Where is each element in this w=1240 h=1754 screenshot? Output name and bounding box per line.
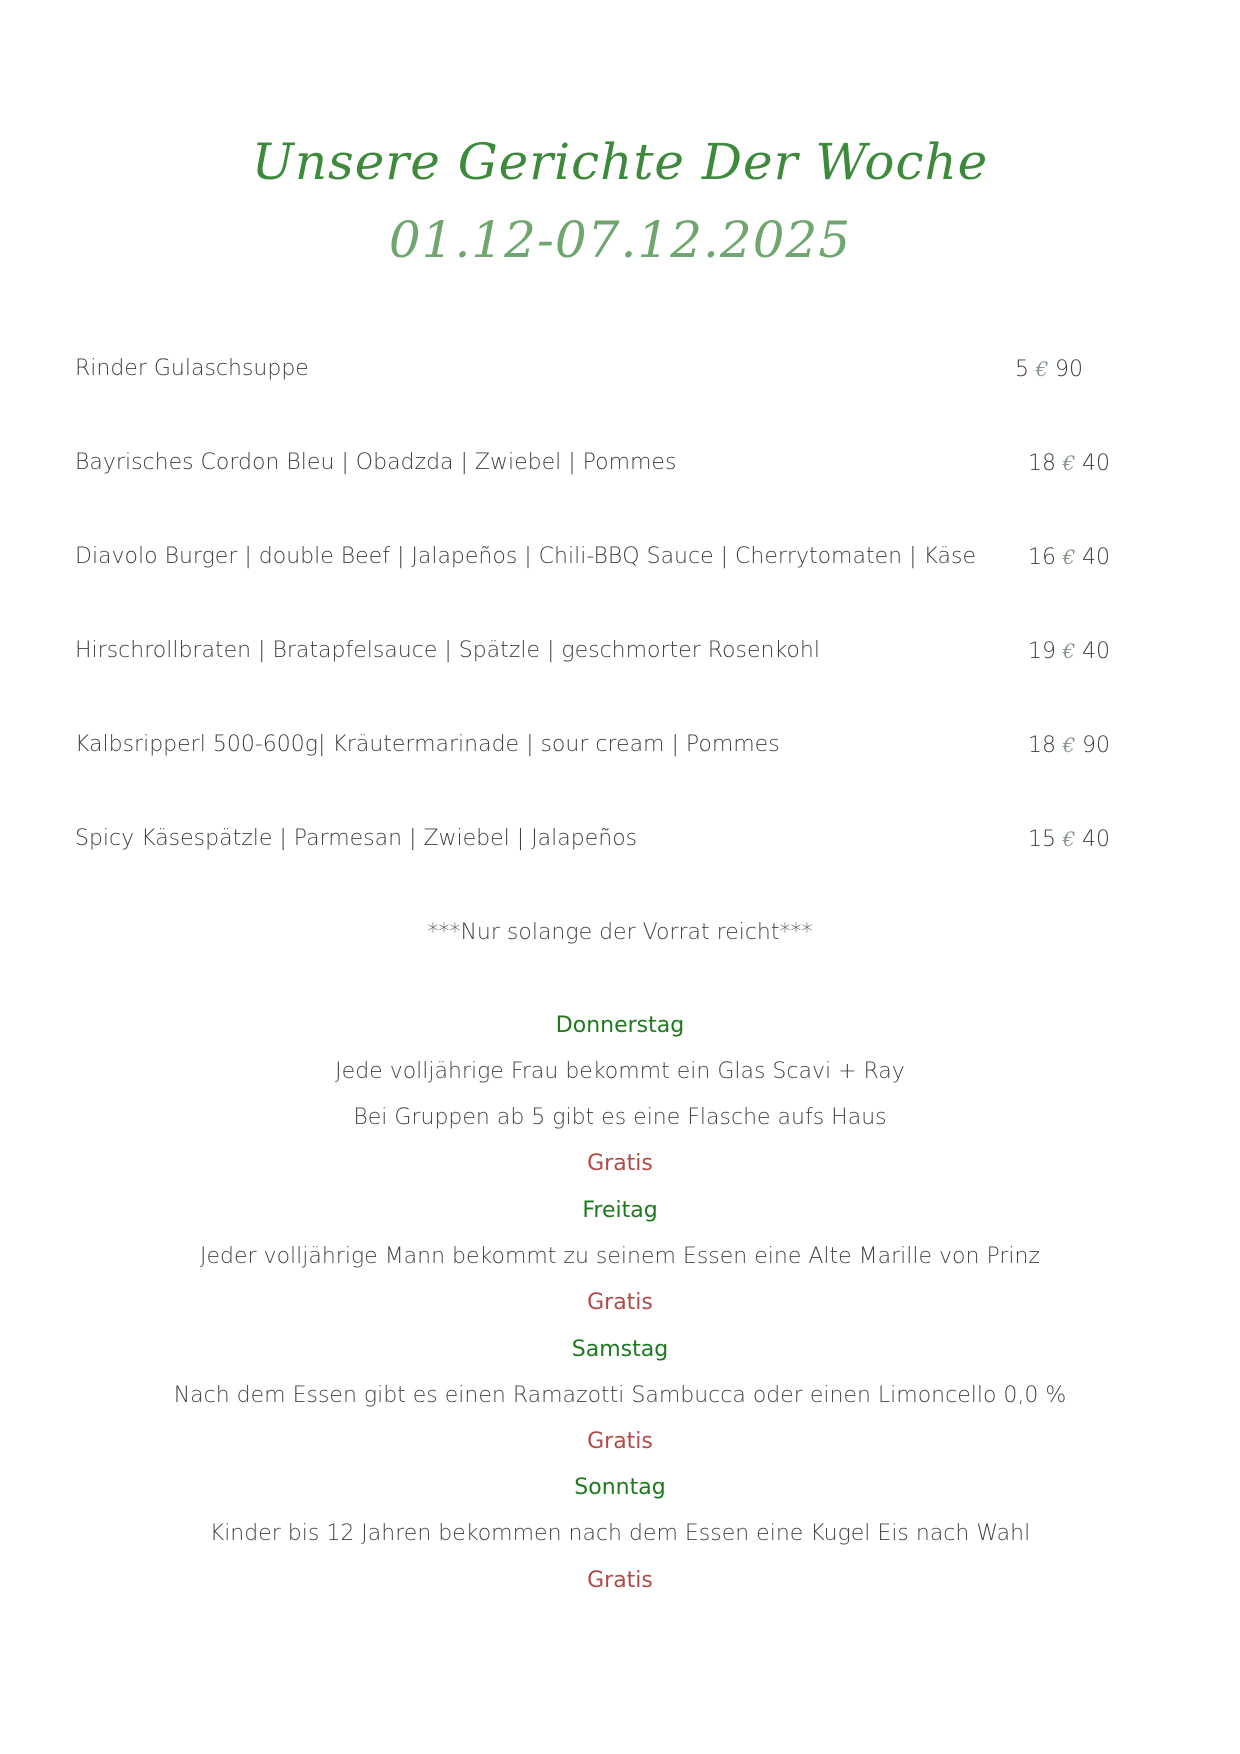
euro-symbol: € <box>1062 827 1076 851</box>
dish-name: Diavolo Burger | double Beef | Jalapeños | Chili-BBQ Sauce | Cherrytomaten | Käse <box>75 544 976 569</box>
special-day: Donnerstag <box>555 1013 685 1038</box>
dish-price: 19 € 40 <box>1028 631 1110 672</box>
special-description: Kinder bis 12 Jahren bekommen nach dem Essen eine Kugel Eis nach Wahl <box>209 1521 1031 1546</box>
euro-symbol: € <box>1062 451 1076 475</box>
dish-name: Bayrisches Cordon Bleu | Obadzda | Zwiebel | Pommes <box>75 450 677 475</box>
special-day: Samstag <box>571 1337 669 1362</box>
date-range: 01.12-07.12.2025 <box>388 211 852 269</box>
euro-symbol: € <box>1062 733 1076 757</box>
dish-price: 15 € 40 <box>1028 819 1110 860</box>
dish-price: 5 € 90 <box>1015 349 1083 390</box>
special-description: Jeder volljährige Mann bekommt zu seinem Essen eine Alte Marille von Prinz <box>200 1244 1040 1269</box>
gratis-label: Gratis <box>587 1429 653 1454</box>
dish-name: Kalbsripperl 500-600g| Kräutermarinade | sour cream | Pommes <box>75 732 780 757</box>
dish-price: 16 € 40 <box>1028 537 1110 578</box>
dish-name: Spicy Käsespätzle | Parmesan | Zwiebel | Jalapeños <box>75 826 638 851</box>
gratis-label: Gratis <box>587 1568 653 1593</box>
dish-row <box>75 819 1115 859</box>
dish-row <box>75 537 1115 577</box>
euro-symbol: € <box>1062 639 1076 663</box>
page-title: Unsere Gerichte Der Woche <box>251 133 989 191</box>
dish-row <box>75 443 1115 483</box>
special-day: Sonntag <box>574 1475 666 1500</box>
dish-row <box>75 349 1115 389</box>
gratis-label: Gratis <box>587 1151 653 1176</box>
dish-price: 18 € 90 <box>1028 725 1110 766</box>
special-day: Freitag <box>582 1198 658 1223</box>
gratis-label: Gratis <box>587 1290 653 1315</box>
stock-notice: ***Nur solange der Vorrat reicht*** <box>427 920 813 945</box>
euro-symbol: € <box>1035 357 1049 381</box>
dish-row <box>75 725 1115 765</box>
dish-name: Hirschrollbraten | Bratapfelsauce | Spätzle | geschmorter Rosenkohl <box>75 638 820 663</box>
dish-row <box>75 631 1115 671</box>
special-description: Jede volljährige Frau bekommt ein Glas Scavi + Ray <box>335 1059 905 1084</box>
special-description: Nach dem Essen gibt es einen Ramazotti Sambucca oder einen Limoncello 0,0 % <box>173 1383 1067 1408</box>
euro-symbol: € <box>1062 545 1076 569</box>
dish-name: Rinder Gulaschsuppe <box>75 356 309 381</box>
special-description: Bei Gruppen ab 5 gibt es eine Flasche aufs Haus <box>353 1105 887 1130</box>
dish-price: 18 € 40 <box>1028 443 1110 484</box>
